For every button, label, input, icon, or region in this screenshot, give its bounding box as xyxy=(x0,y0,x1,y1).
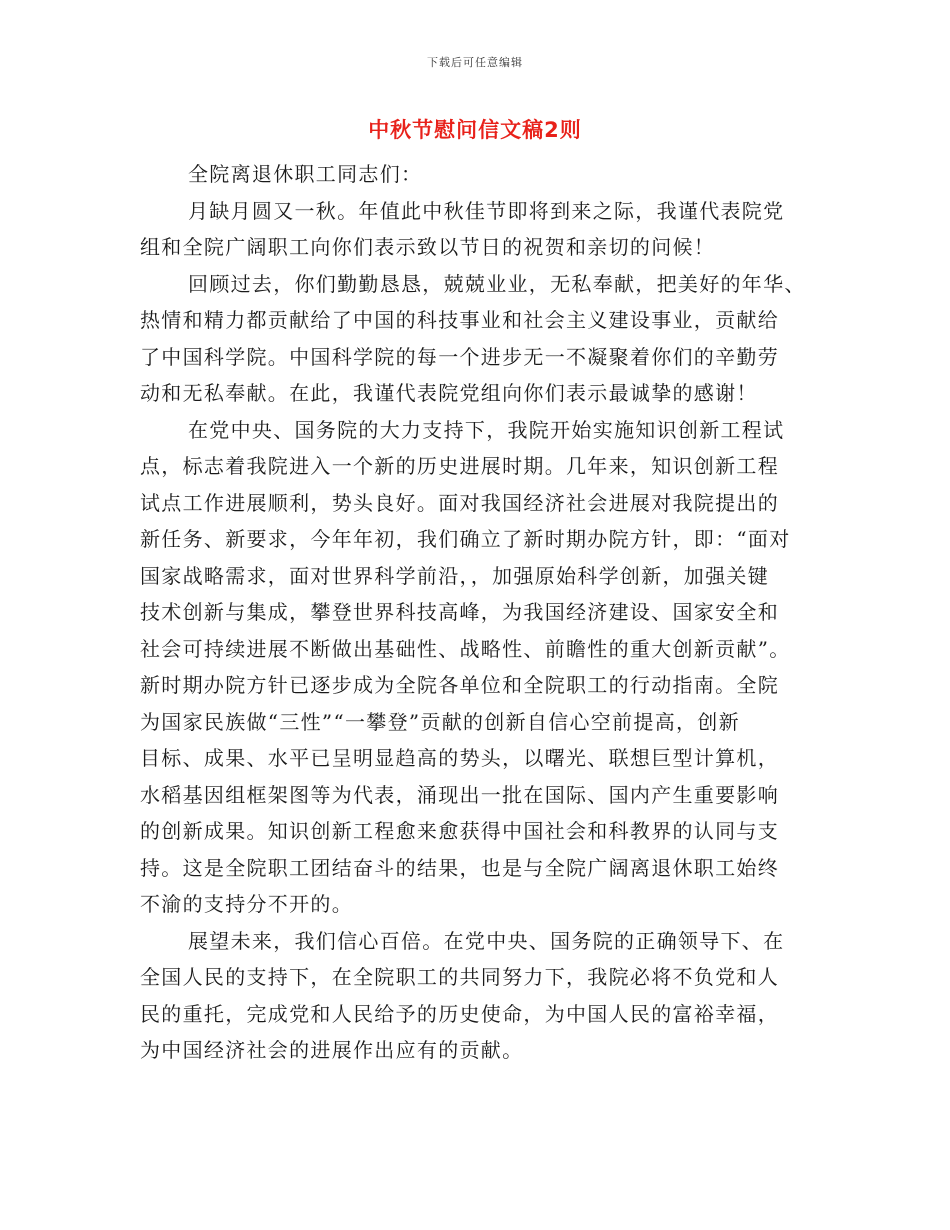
text-line: 组和全院广阔职工向你们表示致以节日的祝贺和亲切的问候！ xyxy=(140,235,716,259)
text-line: 社会可持续进展不断做出基础性、战略性、前瞻性的重大创新贡献”。 xyxy=(140,636,791,661)
text-line: 的创新成果。知识创新工程愈来愈获得中国社会和科教界的认同与支 xyxy=(140,819,779,843)
document-title: 中秋节慰问信文稿2则 xyxy=(368,118,582,142)
header-note: 下载后可任意编辑 xyxy=(427,56,523,69)
text-line: 全国人民的支持下，在全院职工的共同努力下，我院必将不负党和人 xyxy=(140,965,779,989)
text-line: 水稻基因组框架图等为代表，涌现出一批在国际、国内产生重要影响 xyxy=(140,782,779,807)
text-line: 了中国科学院。中国科学院的每一个进步无一不凝聚着你们的辛勤劳 xyxy=(140,344,779,369)
paragraph-2 xyxy=(140,266,812,412)
text-line: 新任务、新要求，今年年初，我们确立了新时期办院方针，即：“面对 xyxy=(140,527,791,551)
text-line: 试点工作进展顺利，势头良好。面对我国经济社会进展对我院提出的 xyxy=(140,490,779,515)
text-line: 目标、成果、水平已呈明显趋高的势头，以曙光、联想巨型计算机， xyxy=(140,746,779,770)
text-line: 不渝的支持分不开的。 xyxy=(140,892,353,916)
paragraph-1 xyxy=(140,193,812,266)
text-line: 月缺月圆又一秋。年值此中秋佳节即将到来之际，我谨代表院党 xyxy=(188,198,785,223)
text-line: 为国家民族做“三性”“一攀登”贡献的创新自信心空前提高，创新 xyxy=(140,709,740,734)
text-line: 全院离退休职工同志们： xyxy=(188,162,423,186)
text-line: 民的重托，完成党和人民给予的历史使命，为中国人民的富裕幸福， xyxy=(140,1001,779,1026)
text-line: 点，标志着我院进入一个新的历史进展时期。几年来，知识创新工程 xyxy=(140,454,779,478)
text-line: 新时期办院方针已逐步成为全院各单位和全院职工的行动指南。全院 xyxy=(140,673,779,697)
text-line: 持。这是全院职工团结奋斗的结果，也是与全院广阔离退休职工始终 xyxy=(140,855,779,880)
text-line: 技术创新与集成，攀登世界科技高峰，为我国经济建设、国家安全和 xyxy=(140,600,779,624)
text-line: 回顾过去，你们勤勤恳恳，兢兢业业，无私奉献，把美好的年华、 xyxy=(188,271,806,296)
salutation xyxy=(140,156,812,193)
paragraph-3 xyxy=(140,412,812,923)
text-line: 热情和精力都贡献给了中国的科技事业和社会主义建设事业，贡献给 xyxy=(140,308,779,332)
text-line: 动和无私奉献。在此，我谨代表院党组向你们表示最诚挚的感谢！ xyxy=(140,381,758,405)
text-line: 为中国经济社会的进展作出应有的贡献。 xyxy=(140,1038,524,1062)
text-line: 国家战略需求，面对世界科学前沿，，加强原始科学创新，加强关键 xyxy=(140,563,769,588)
text-line: 展望未来，我们信心百倍。在党中央、国务院的正确领导下、在 xyxy=(188,928,785,953)
paragraph-4 xyxy=(140,923,812,1069)
text-line: 在党中央、国务院的大力支持下，我院开始实施知识创新工程试 xyxy=(188,417,785,442)
document-body xyxy=(140,156,812,1069)
